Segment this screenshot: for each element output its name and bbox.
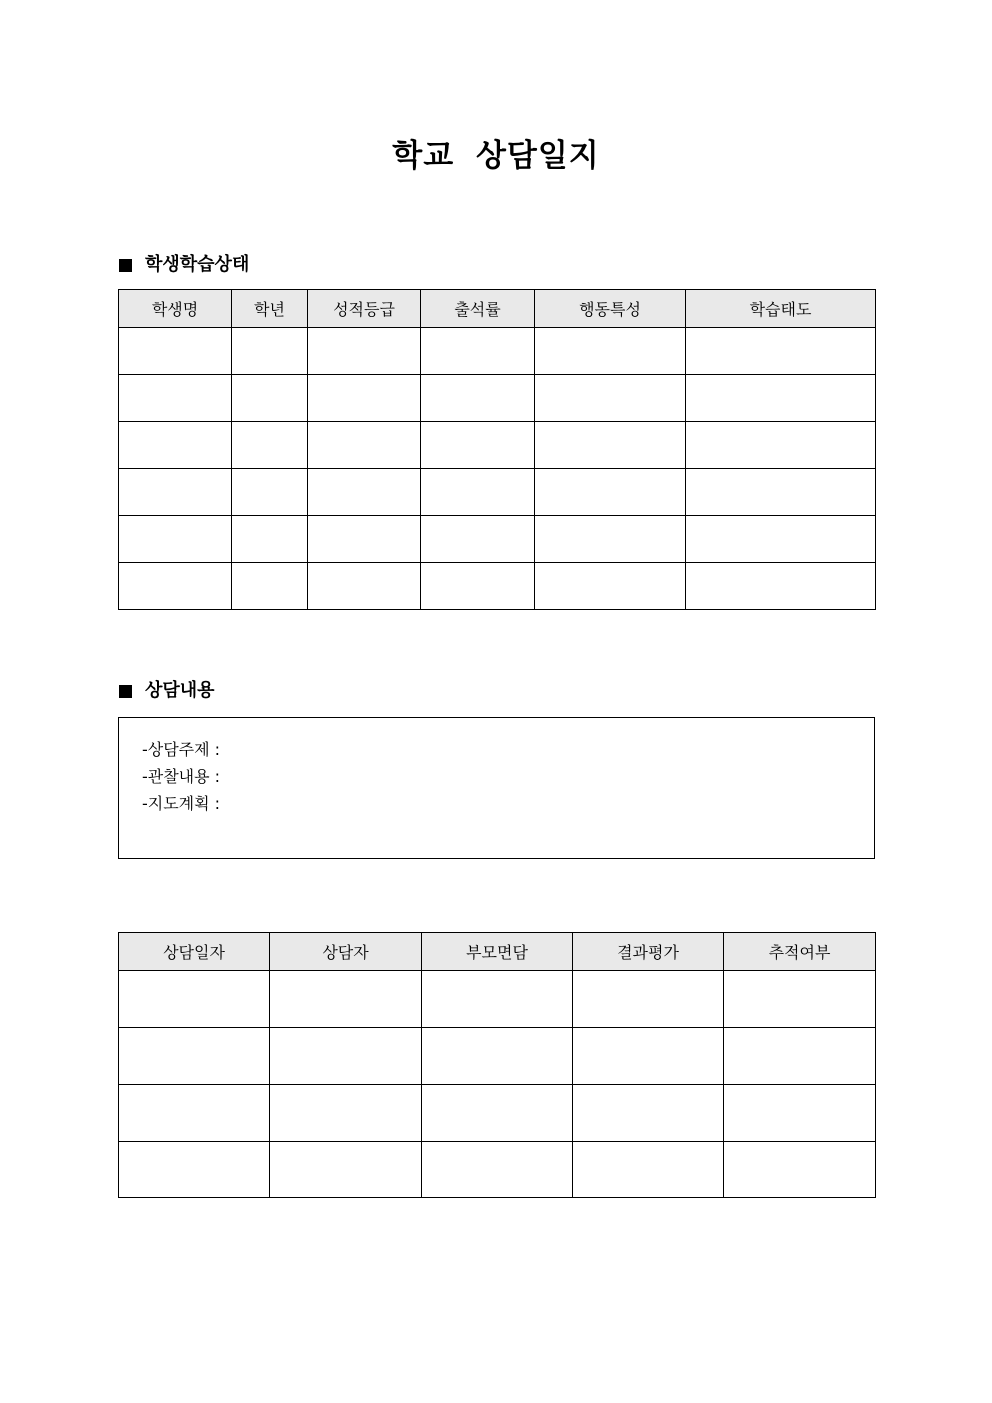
table-cell[interactable] xyxy=(421,375,535,422)
column-header-behavior: 행동특성 xyxy=(535,290,686,328)
table-cell[interactable] xyxy=(308,516,421,563)
square-bullet-icon xyxy=(119,685,132,698)
table-header-row xyxy=(119,933,876,971)
section-heading-status xyxy=(119,253,249,277)
table-cell[interactable] xyxy=(422,1142,573,1198)
column-header-counselor: 상담자 xyxy=(270,933,422,971)
table-row xyxy=(119,1142,876,1198)
table-row xyxy=(119,971,876,1028)
table-row xyxy=(119,422,876,469)
table-cell[interactable] xyxy=(119,971,270,1028)
table-cell[interactable] xyxy=(119,563,232,610)
table-cell[interactable] xyxy=(686,328,876,375)
column-header-parent-meeting: 부모면담 xyxy=(422,933,573,971)
table-cell[interactable] xyxy=(573,971,724,1028)
content-line-topic: -상담주제 : xyxy=(142,740,221,759)
table-cell[interactable] xyxy=(421,563,535,610)
table-cell[interactable] xyxy=(119,1085,270,1142)
table-row xyxy=(119,469,876,516)
table-cell[interactable] xyxy=(573,1028,724,1085)
table-cell[interactable] xyxy=(308,328,421,375)
column-header-follow-up: 추적여부 xyxy=(724,933,876,971)
table-cell[interactable] xyxy=(421,328,535,375)
table-cell[interactable] xyxy=(686,375,876,422)
table-cell[interactable] xyxy=(422,1085,573,1142)
table-cell[interactable] xyxy=(270,971,422,1028)
page-title: 학교 상담일지 xyxy=(392,138,600,174)
table-cell[interactable] xyxy=(308,563,421,610)
table-cell[interactable] xyxy=(270,1085,422,1142)
table-row xyxy=(119,516,876,563)
column-header-learning-attitude: 학습태도 xyxy=(686,290,876,328)
table-cell[interactable] xyxy=(119,328,232,375)
table-cell[interactable] xyxy=(686,422,876,469)
table-row xyxy=(119,563,876,610)
table-cell[interactable] xyxy=(232,563,308,610)
counseling-log-table xyxy=(118,932,876,1198)
table-cell[interactable] xyxy=(270,1028,422,1085)
table-cell[interactable] xyxy=(270,1142,422,1198)
table-cell[interactable] xyxy=(119,1142,270,1198)
table-cell[interactable] xyxy=(308,375,421,422)
column-header-attendance: 출석률 xyxy=(421,290,535,328)
table-cell[interactable] xyxy=(724,971,876,1028)
table-cell[interactable] xyxy=(535,563,686,610)
table-cell[interactable] xyxy=(422,971,573,1028)
table-cell[interactable] xyxy=(724,1085,876,1142)
table-cell[interactable] xyxy=(535,422,686,469)
table-cell[interactable] xyxy=(535,375,686,422)
table-cell[interactable] xyxy=(422,1028,573,1085)
table-cell[interactable] xyxy=(232,422,308,469)
table-cell[interactable] xyxy=(119,375,232,422)
table-cell[interactable] xyxy=(535,328,686,375)
table-cell[interactable] xyxy=(686,516,876,563)
counseling-content-box[interactable] xyxy=(118,717,875,859)
table-cell[interactable] xyxy=(119,422,232,469)
table-row xyxy=(119,1085,876,1142)
table-cell[interactable] xyxy=(232,469,308,516)
column-header-student-name: 학생명 xyxy=(119,290,232,328)
table-cell[interactable] xyxy=(232,375,308,422)
table-cell[interactable] xyxy=(686,563,876,610)
table-cell[interactable] xyxy=(686,469,876,516)
column-header-date: 상담일자 xyxy=(119,933,270,971)
section-heading-label: 상담내용 xyxy=(145,680,215,701)
table-cell[interactable] xyxy=(573,1085,724,1142)
table-cell[interactable] xyxy=(573,1142,724,1198)
table-cell[interactable] xyxy=(308,469,421,516)
table-cell[interactable] xyxy=(421,516,535,563)
table-cell[interactable] xyxy=(308,422,421,469)
column-header-grade: 학년 xyxy=(232,290,308,328)
table-cell[interactable] xyxy=(119,516,232,563)
content-line-guidance-plan: -지도계획 : xyxy=(142,794,221,813)
table-row xyxy=(119,328,876,375)
table-cell[interactable] xyxy=(119,469,232,516)
table-cell[interactable] xyxy=(232,328,308,375)
table-row xyxy=(119,375,876,422)
table-cell[interactable] xyxy=(724,1142,876,1198)
table-cell[interactable] xyxy=(119,1028,270,1085)
table-cell[interactable] xyxy=(535,469,686,516)
table-cell[interactable] xyxy=(421,469,535,516)
column-header-evaluation: 결과평가 xyxy=(573,933,724,971)
table-cell[interactable] xyxy=(421,422,535,469)
section-heading-content xyxy=(119,679,215,703)
column-header-score-level: 성적등급 xyxy=(308,290,421,328)
table-cell[interactable] xyxy=(232,516,308,563)
section-heading-label: 학생학습상태 xyxy=(145,254,250,275)
table-cell[interactable] xyxy=(535,516,686,563)
table-header-row xyxy=(119,290,876,328)
table-cell[interactable] xyxy=(724,1028,876,1085)
student-status-table xyxy=(118,289,876,610)
square-bullet-icon xyxy=(119,259,132,272)
content-line-observation: -관찰내용 : xyxy=(142,767,221,786)
content-lines xyxy=(142,736,220,817)
table-row xyxy=(119,1028,876,1085)
